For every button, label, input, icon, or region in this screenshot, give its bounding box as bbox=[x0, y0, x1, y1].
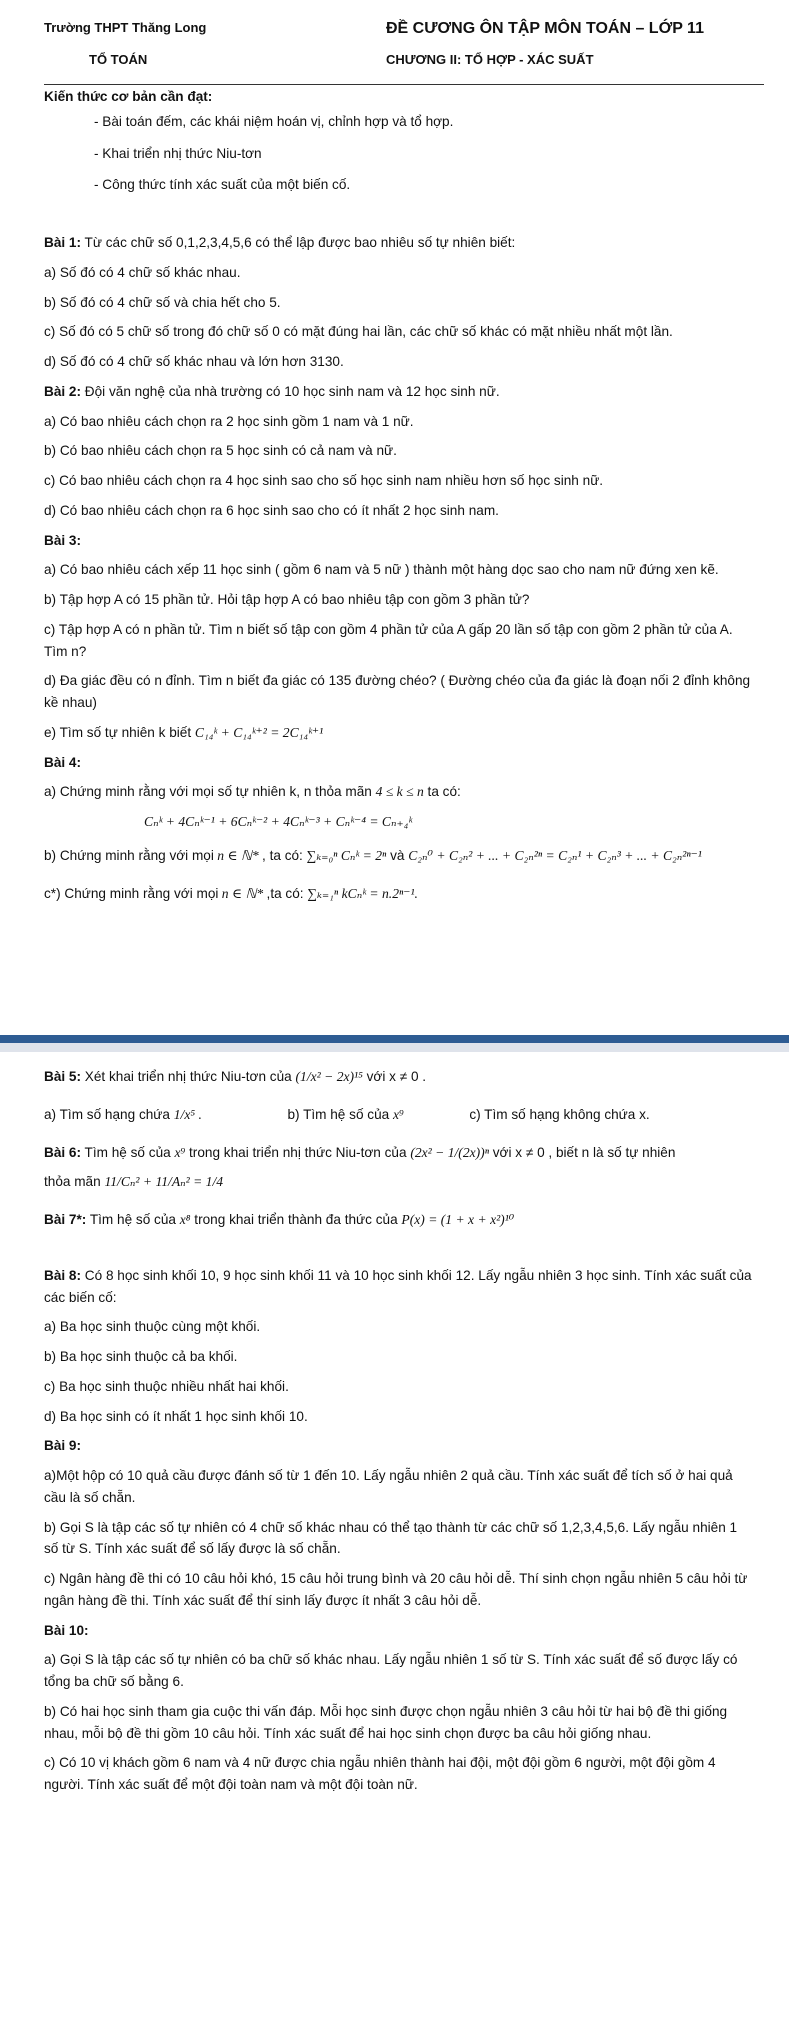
formula: (1/x² − 2x)¹⁵ bbox=[295, 1069, 363, 1084]
formula: C₁₄ᵏ + C₁₄ᵏ⁺² = 2C₁₄ᵏ⁺¹ bbox=[194, 724, 324, 740]
exercise-text: với x ≠ 0 . bbox=[362, 1069, 427, 1084]
document-title: ĐỀ CƯƠNG ÔN TẬP MÔN TOÁN – LỚP 11 bbox=[386, 20, 704, 37]
exercise-text: trong khai triển thành đa thức của bbox=[190, 1212, 398, 1227]
exercise-item: c) Tập hợp A có n phần tử. Tìm n biết số tập con gồm 4 phần tử của A gấp 20 lần số tập con gồm 2 phần tử của A. Tìm n? bbox=[44, 621, 733, 659]
exercise-item: c) Ba học sinh thuộc nhiều nhất hai khối. bbox=[44, 1378, 289, 1394]
item-text: , ta có: bbox=[262, 847, 303, 863]
exercise-text: trong khai triển nhị thức Niu-tơn của bbox=[185, 1144, 407, 1160]
exercise-label: Bài 7*: bbox=[44, 1212, 87, 1227]
page-separator bbox=[0, 1035, 789, 1052]
exercise-text: Tìm hệ số của bbox=[81, 1144, 171, 1160]
exercise-item: d) Số đó có 4 chữ số khác nhau và lớn hơn 3130. bbox=[44, 354, 344, 369]
exercise-label: Bài 3: bbox=[44, 532, 82, 548]
exercise-10 bbox=[44, 1620, 753, 1642]
formula: (2x² − 1/(2x))ⁿ bbox=[410, 1144, 489, 1160]
page-2 bbox=[0, 1052, 789, 2037]
formula: 11/Cₙ² + 11/Aₙ² = 1/4 bbox=[104, 1174, 224, 1190]
exercise-item: d) Ba học sinh có ít nhất 1 học sinh khối 10. bbox=[44, 1408, 308, 1424]
exercise-item: c) Có bao nhiêu cách chọn ra 4 học sinh sao cho số học sinh nam nhiều hơn số học sinh nữ. bbox=[44, 473, 604, 488]
exercise-item: a) Gọi S là tập các số tự nhiên có ba chữ số khác nhau. Lấy ngẫu nhiên 1 số từ S. Tính xác suất để số được lấy có tổng ba chữ số bằng 6. bbox=[44, 1652, 738, 1689]
exercise-item: b) Số đó có 4 chữ số và chia hết cho 5. bbox=[44, 294, 281, 310]
header-rule bbox=[44, 84, 764, 85]
exercise-7 bbox=[44, 1209, 753, 1231]
exercise-2 bbox=[44, 381, 753, 403]
exercise-label: Bài 5: bbox=[44, 1069, 82, 1084]
item-text: b) Tìm hệ số của bbox=[287, 1106, 390, 1122]
item-text: ta có: bbox=[423, 784, 461, 800]
exercise-item-row bbox=[44, 1104, 753, 1126]
exercise-item: b) Gọi S là tập các số tự nhiên có 4 chữ số khác nhau có thể tạo thành từ các chữ số 1,2,3,4,5,6. Lấy ngẫu nhiên 1 số từ S. Tính xác suất để số lấy được là số chẵn. bbox=[44, 1519, 738, 1557]
formula: Cₙᵏ + 4Cₙᵏ⁻¹ + 6Cₙᵏ⁻² + 4Cₙᵏ⁻³ + Cₙᵏ⁻⁴ = Cₙ₊₄ᵏ bbox=[144, 814, 413, 829]
summary-item: - Công thức tính xác suất của một biến cố. bbox=[94, 177, 351, 193]
exercise-label: Bài 8: bbox=[44, 1267, 82, 1283]
exercise-text: Tìm hệ số của bbox=[86, 1212, 176, 1227]
exercise-item: a)Một hộp có 10 quả cầu được đánh số từ 1 đến 10. Lấy ngẫu nhiên 2 quả cầu. Tính xác suất để tích số ở hai quả cầu là số chẵn. bbox=[44, 1468, 733, 1505]
formula: C₂ₙ⁰ + C₂ₙ² + ... + C₂ₙ²ⁿ = C₂ₙ¹ + C₂ₙ³ + ... + C₂ₙ²ⁿ⁻¹ bbox=[408, 847, 702, 863]
formula: x⁹ bbox=[392, 1106, 404, 1122]
item-text: e) Tìm số tự nhiên k biết bbox=[44, 724, 192, 740]
exercise-6 bbox=[44, 1142, 753, 1164]
exercise-label: Bài 10: bbox=[44, 1622, 89, 1638]
formula: x⁹ bbox=[174, 1144, 186, 1160]
formula: x⁸ bbox=[179, 1212, 191, 1227]
exercise-item: d) Đa giác đều có n đỉnh. Tìm n biết đa giác có 135 đường chéo? ( Đường chéo của đa giác là đoạn nối 2 đỉnh không kề nhau) bbox=[44, 673, 751, 710]
document-header bbox=[44, 0, 753, 67]
exercise-5 bbox=[44, 1066, 753, 1088]
item-text: c) Tìm số hạng không chứa x. bbox=[469, 1106, 650, 1122]
item-text: ,ta có: bbox=[266, 885, 304, 901]
formula: n ∈ ℕ* bbox=[213, 847, 263, 863]
exercise-item bbox=[44, 845, 753, 867]
exercise-item: c) Có 10 vị khách gồm 6 nam và 4 nữ được chia ngẫu nhiên thành hai đội, một đội gồm 6 người, một đội gồm 4 người. Tính xác suất để một đội toàn nam và một đội toàn nữ. bbox=[44, 1755, 716, 1792]
exercise-text: Có 8 học sinh khối 10, 9 học sinh khối 11 và 10 học sinh khối 12. Lấy ngẫu nhiên 3 học sinh. Tính xác suất của các biến cố: bbox=[44, 1267, 752, 1305]
chapter-title: CHƯƠNG II: TỔ HỢP - XÁC SUẤT bbox=[386, 52, 594, 67]
item-text: b) Chứng minh rằng với mọi bbox=[44, 847, 214, 863]
summary-item: - Khai triển nhị thức Niu-tơn bbox=[94, 145, 262, 161]
summary-title: Kiến thức cơ bản cần đạt: bbox=[44, 89, 213, 104]
exercise-1 bbox=[44, 232, 753, 254]
exercise-8 bbox=[44, 1265, 753, 1309]
exercise-4 bbox=[44, 752, 753, 774]
department-name: TỔ TOÁN bbox=[89, 52, 148, 67]
exercise-item bbox=[44, 1171, 753, 1193]
exercise-item: a) Có bao nhiêu cách xếp 11 học sinh ( gồm 6 nam và 5 nữ ) thành một hàng dọc sao cho nam nữ đứng xen kẽ. bbox=[44, 562, 719, 578]
exercise-item: a) Số đó có 4 chữ số khác nhau. bbox=[44, 264, 241, 280]
formula: ∑ₖ₌₁ⁿ kCₙᵏ = n.2ⁿ⁻¹. bbox=[307, 885, 418, 901]
exercise-label: Bài 6: bbox=[44, 1144, 82, 1160]
item-text: c*) Chứng minh rằng với mọi bbox=[44, 885, 219, 901]
exercise-item bbox=[44, 781, 753, 803]
school-name: Trường THPT Thăng Long bbox=[44, 20, 207, 35]
item-text: a) Tìm số hạng chứa bbox=[44, 1106, 170, 1122]
item-text: thỏa mãn bbox=[44, 1174, 101, 1190]
formula: 1/x⁵ . bbox=[173, 1106, 202, 1122]
exercise-9 bbox=[44, 1435, 753, 1457]
exercise-item: c) Ngân hàng đề thi có 10 câu hỏi khó, 15 câu hỏi trung bình và 20 câu hỏi dễ. Thí sinh chọn ngẫu nhiên 5 câu hỏi từ ngân hàng đề thi. Tính xác suất để thí sinh lấy được ít nhất 3 câu hỏi dễ. bbox=[44, 1571, 748, 1608]
exercise-item: b) Ba học sinh thuộc cả ba khối. bbox=[44, 1349, 238, 1364]
exercise-item: b) Có bao nhiêu cách chọn ra 5 học sinh có cả nam và nữ. bbox=[44, 443, 397, 459]
formula: P(x) = (1 + x + x²)¹⁰ bbox=[401, 1212, 515, 1227]
exercise-item: a) Có bao nhiêu cách chọn ra 2 học sinh gồm 1 nam và 1 nữ. bbox=[44, 413, 414, 429]
exercise-3 bbox=[44, 530, 753, 552]
exercise-label: Bài 4: bbox=[44, 754, 82, 770]
exercise-item: a) Ba học sinh thuộc cùng một khối. bbox=[44, 1319, 261, 1335]
exercise-item: d) Có bao nhiêu cách chọn ra 6 học sinh sao cho có ít nhất 2 học sinh nam. bbox=[44, 502, 499, 518]
item-text: a) Chứng minh rằng với mọi số tự nhiên k, n thỏa mãn bbox=[44, 784, 372, 800]
exercise-text: với x ≠ 0 , biết n là số tự nhiên bbox=[488, 1144, 676, 1160]
exercise-label: Bài 1: bbox=[44, 235, 82, 250]
formula: ∑ₖ₌₀ⁿ Cₙᵏ = 2ⁿ bbox=[306, 847, 387, 863]
exercise-text: Từ các chữ số 0,1,2,3,4,5,6 có thể lập được bao nhiêu số tự nhiên biết: bbox=[81, 235, 516, 250]
exercise-item bbox=[44, 883, 753, 905]
exercise-label: Bài 9: bbox=[44, 1438, 82, 1454]
summary-item: - Bài toán đếm, các khái niệm hoán vị, chỉnh hợp và tổ hợp. bbox=[94, 113, 454, 129]
exercise-item bbox=[44, 722, 753, 744]
formula: 4 ≤ k ≤ n bbox=[375, 784, 424, 800]
exercise-item: b) Có hai học sinh tham gia cuộc thi vấn đáp. Mỗi học sinh được chọn ngẫu nhiên 3 câu hỏi từ hai bộ đề thi giống nhau, mỗi bộ đề thi gồm 10 câu hỏi. Tính xác suất để hai học sinh chọn được ba câu hỏi giống nhau. bbox=[44, 1703, 728, 1741]
exercise-label: Bài 2: bbox=[44, 383, 82, 399]
exercise-text: Xét khai triển nhị thức Niu-tơn của bbox=[81, 1069, 292, 1084]
exercise-item: c) Số đó có 5 chữ số trong đó chữ số 0 có mặt đúng hai lần, các chữ số khác có mặt nhiều nhất một lần. bbox=[44, 324, 673, 340]
exercise-text: Đội văn nghệ của nhà trường có 10 học sinh nam và 12 học sinh nữ. bbox=[81, 383, 500, 399]
exercise-item: b) Tập hợp A có 15 phần tử. Hỏi tập hợp A có bao nhiêu tập con gồm 3 phần tử? bbox=[44, 592, 530, 607]
item-text: và bbox=[386, 847, 409, 863]
formula: n ∈ ℕ* bbox=[218, 885, 267, 901]
